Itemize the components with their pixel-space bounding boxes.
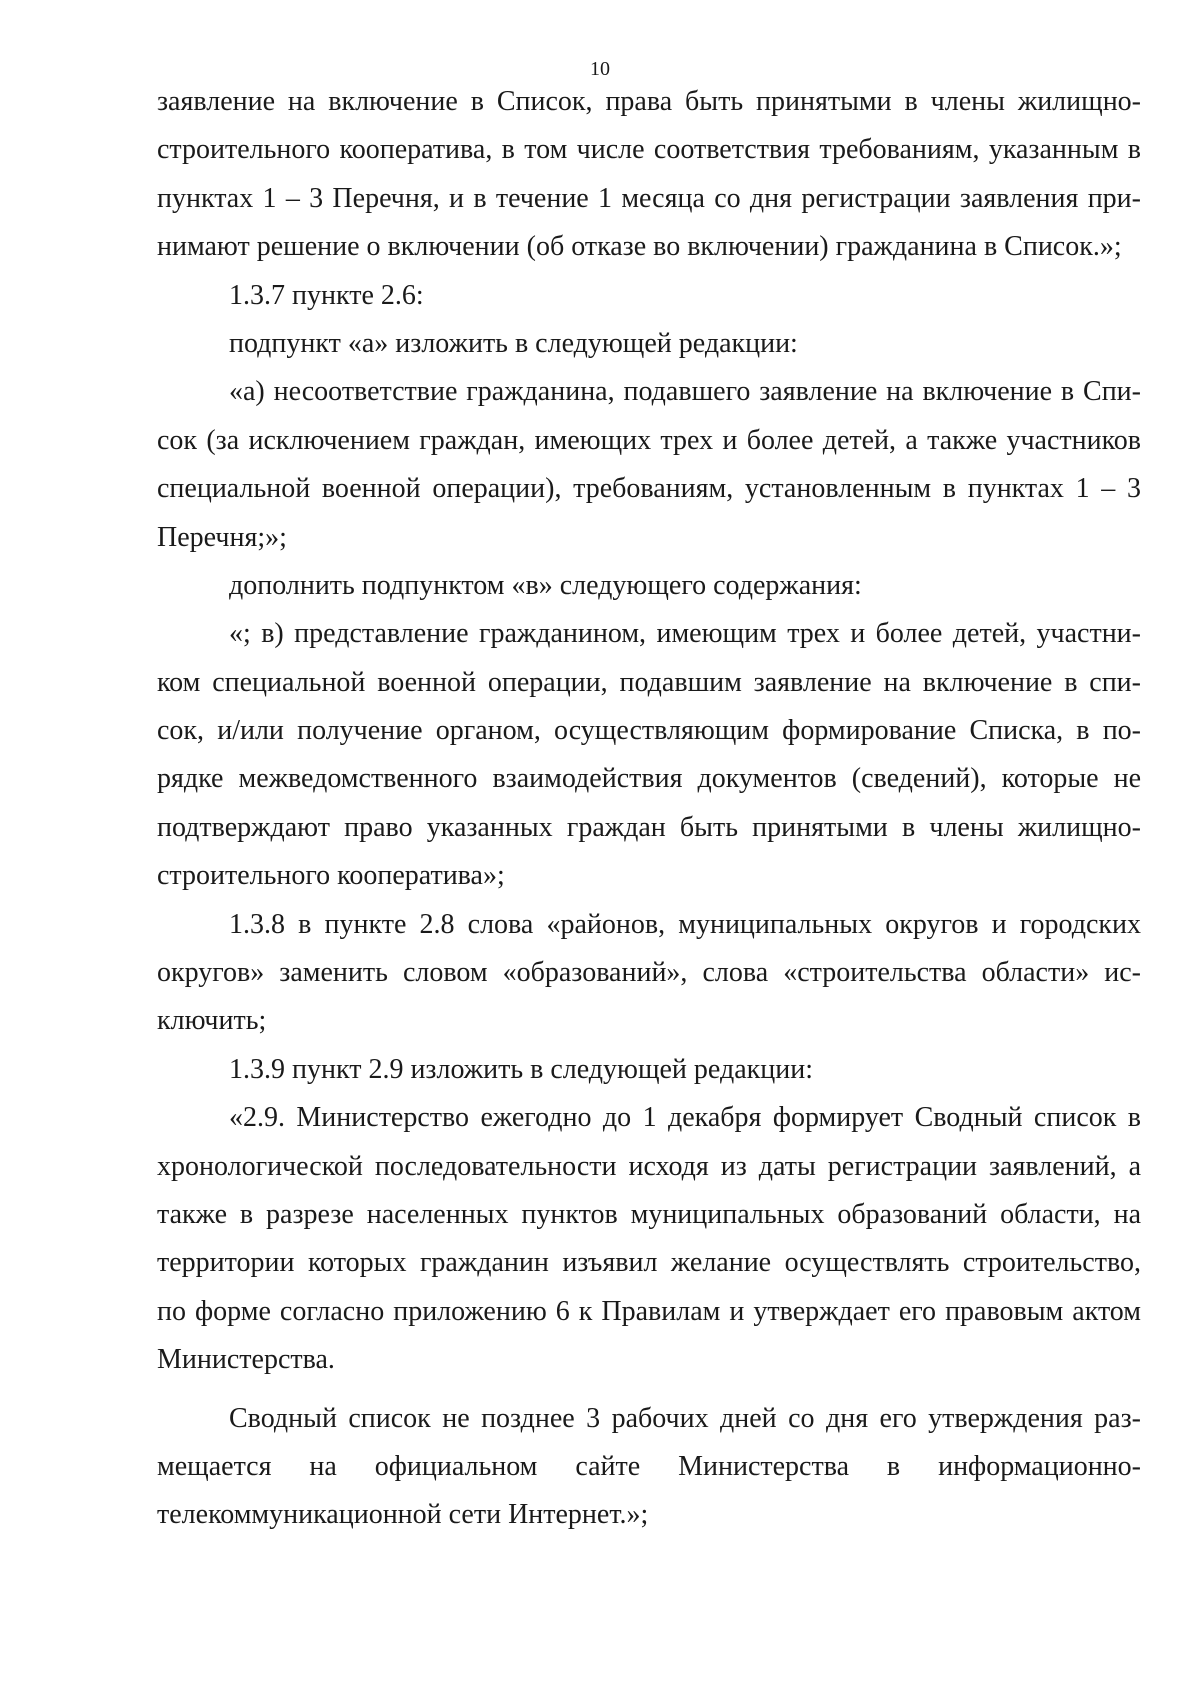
text-line: ком специальной военной операции, подавшим заявление на включение в спи- [157,666,1141,698]
paragraph-1-3-8 [157,901,1141,1046]
paragraph-2-9-text [157,1094,1141,1384]
text-line: нимают решение о включении (об отказе во включении) гражданина в Список.»; [157,231,1122,263]
paragraph-summary-list-publication [157,1395,1141,1540]
page-number: 10 [590,58,610,80]
paragraph-subpoint-v-text [157,610,1141,900]
document-body [157,78,1141,1540]
text-line: округов» заменить словом «образований», слова «строительства области» ис- [157,957,1141,989]
text-line: рядке межведомственного взаимодействия документов (сведений), которые не [157,763,1141,795]
text-line: территории которых гражданин изъявил желание осуществлять строительство, [157,1247,1141,1279]
text-line: «2.9. Министерство ежегодно до 1 декабря формирует Сводный список в [229,1102,1141,1134]
text-line: телекоммуникационной сети Интернет.»; [157,1499,649,1531]
paragraph-1-3-7 [157,272,1141,320]
text-line: строительного кооператива, в том числе соответствия требованиям, указанным в [157,134,1141,166]
text-line: ключить; [157,1005,267,1037]
text-line: «а) несоответствие гражданина, подавшего заявление на включение в Спи- [229,376,1141,408]
text-line: хронологической последовательности исходя из даты регистрации заявлений, а [157,1150,1141,1182]
paragraph-application-review [157,78,1141,272]
text-line: 1.3.8 в пункте 2.8 слова «районов, муниципальных округов и городских [229,908,1141,940]
paragraph-subpoint-a-intro [157,320,1141,368]
text-line: Министерства. [157,1344,335,1376]
text-line: 1.3.7 пункте 2.6: [229,279,424,311]
text-line: Сводный список не позднее 3 рабочих дней со дня его утверждения раз- [229,1402,1141,1434]
text-line: по форме согласно приложению 6 к Правилам и утверждает его правовым актом [157,1295,1141,1327]
text-line: «; в) представление гражданином, имеющим трех и более детей, участни- [229,618,1141,650]
text-line: дополнить подпунктом «в» следующего содержания: [229,569,862,601]
text-line: пунктах 1 – 3 Перечня, и в течение 1 месяца со дня регистрации заявления при- [157,182,1141,214]
paragraph-1-3-9 [157,1046,1141,1094]
text-line: специальной военной операции), требованиям, установленным в пунктах 1 – 3 [157,473,1141,505]
text-line: 1.3.9 пункт 2.9 изложить в следующей редакции: [229,1053,813,1085]
text-line: заявление на включение в Список, права быть принятыми в члены жилищно- [157,86,1141,117]
text-line: также в разрезе населенных пунктов муниципальных образований области, на [157,1198,1141,1230]
text-line: подтверждают право указанных граждан быть принятыми в члены жилищно- [157,811,1141,843]
text-line: сок, и/или получение органом, осуществляющим формирование Списка, в по- [157,715,1141,747]
text-line: сок (за исключением граждан, имеющих трех и более детей, а также участников [157,424,1141,456]
paragraph-gap [157,1385,1141,1395]
text-line: Перечня;»; [157,521,287,553]
paragraph-subpoint-a-text [157,368,1141,562]
text-line: подпункт «а» изложить в следующей редакции: [229,327,798,359]
text-line: строительного кооператива»; [157,860,505,892]
paragraph-subpoint-v-intro [157,562,1141,610]
text-line: мещается на официальном сайте Министерства в информационно- [157,1450,1141,1482]
